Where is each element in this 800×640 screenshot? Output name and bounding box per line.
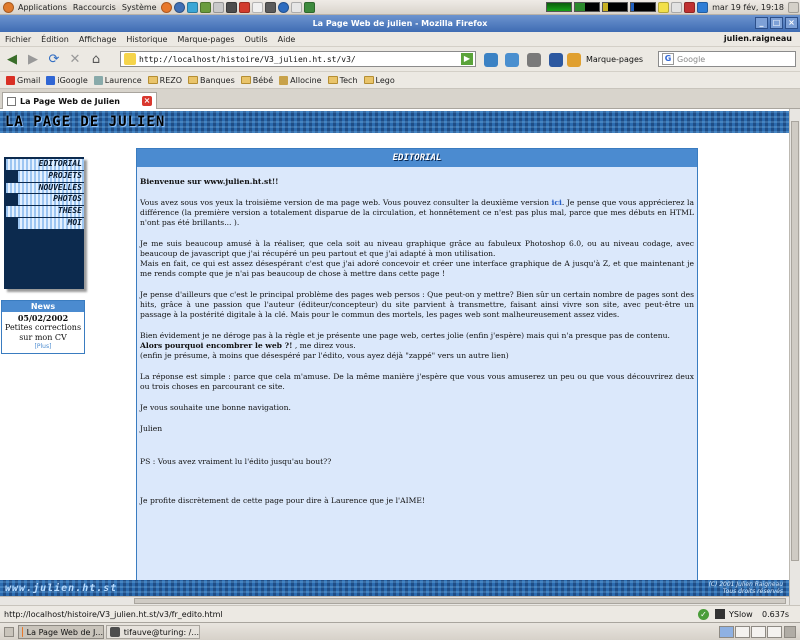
vscroll-thumb[interactable] <box>791 121 799 561</box>
volume-applet-icon[interactable] <box>697 2 708 13</box>
tab-title: La Page Web de Julien <box>20 96 120 106</box>
yslow-widget[interactable]: YSlow <box>715 609 753 619</box>
postscript: PS : Vous avez vraiment lu l'édito jusqu'au bout?? <box>140 457 332 466</box>
url-text[interactable]: http://localhost/histoire/V3_julien.ht.st/v3/ <box>139 54 356 64</box>
footer-copyright: (C) 2001 Julien Raigneau Tous droits réservés <box>708 581 783 595</box>
nav-nouvelles[interactable]: NOUVELLES <box>6 183 84 195</box>
toolbar-addon-icon[interactable] <box>484 53 498 67</box>
memory-monitor <box>574 2 600 12</box>
workspace-switcher[interactable] <box>718 626 782 638</box>
logout-icon[interactable] <box>788 2 799 13</box>
bookmark-tech[interactable]: Tech <box>328 76 358 85</box>
site-banner <box>0 111 789 133</box>
page-icon <box>94 76 103 85</box>
paragraph-5: La réponse est simple : parce que cela m'amuse. De la même manière j'espère que vous vous amuserez un peu ou que vous découvrirez deux ou trois choses en parcourant ce site. <box>140 372 694 391</box>
google-engine-icon[interactable]: G <box>662 53 674 65</box>
paragraph-2: Je me suis beaucoup amusé à la réaliser, que cela soit au niveau graphique grâce au fabuleux Photoshop 6.0, ou au niveau codage, avec beaucoup de javascript que j'ai récupéré un peu partout et que j'ai adapté à mon utilisation. Mais en fait, ce qui est assez désespérant c'est que j'ai adoré concevoir et créer une interface graphique de A jusqu'à Z, et que maintenant je me rends compte que je n'ai pas beaucoup de chose à mettre dans cette page ! <box>140 239 694 278</box>
acrobat-launcher-icon[interactable] <box>239 2 250 13</box>
terminal-launcher-icon[interactable] <box>226 2 237 13</box>
news-text: Petites corrections sur mon CV <box>4 323 82 342</box>
thunderbird-launcher-icon[interactable] <box>174 2 185 13</box>
search-placeholder[interactable]: Google <box>677 54 706 64</box>
igoogle-icon <box>46 76 55 85</box>
editor-launcher-icon[interactable] <box>252 2 263 13</box>
menu-marque-pages[interactable]: Marque-pages <box>177 34 235 44</box>
minimize-button[interactable]: _ <box>755 17 768 29</box>
network-launcher-icon[interactable] <box>213 2 224 13</box>
go-arrow-icon[interactable]: ▶ <box>461 53 473 65</box>
editorial-panel <box>136 148 698 595</box>
editorial-heading: EDITORIAL <box>137 149 697 167</box>
panel-clock[interactable]: mar 19 fév, 19:18 <box>712 2 784 12</box>
network-monitor <box>602 2 628 12</box>
stop-icon[interactable]: ✕ <box>69 51 81 67</box>
toolbar-bookmark-icon[interactable] <box>567 53 581 67</box>
bookmarks-bar <box>0 72 800 89</box>
horizontal-scrollbar[interactable] <box>0 596 789 605</box>
menu-fichier[interactable]: Fichier <box>5 34 32 44</box>
app-launcher-icon[interactable] <box>200 2 211 13</box>
home-icon[interactable]: ⌂ <box>91 51 101 67</box>
trash-icon[interactable] <box>784 626 796 638</box>
folder-icon <box>364 76 374 84</box>
menu-aide[interactable]: Aide <box>277 34 296 44</box>
folder-icon <box>188 76 198 84</box>
menu-historique[interactable]: Historique <box>126 34 168 44</box>
nav-moi[interactable]: MOI <box>18 218 84 230</box>
vertical-scrollbar[interactable] <box>789 109 800 605</box>
bookmark-laurence[interactable]: Laurence <box>94 76 142 85</box>
navigation-toolbar <box>0 47 800 72</box>
search-box[interactable] <box>658 51 796 67</box>
image-launcher-icon[interactable] <box>291 2 302 13</box>
menu-raccourcis[interactable]: Raccourcis <box>72 2 116 12</box>
nav-photos[interactable]: PHOTOS <box>18 194 84 206</box>
terminal-icon <box>110 627 120 637</box>
page-viewport <box>0 109 789 605</box>
bookmark-bebe[interactable]: Bébé <box>241 76 273 85</box>
maximize-button[interactable]: □ <box>770 17 783 29</box>
window-title: La Page Web de julien - Mozilla Firefox <box>312 19 488 28</box>
bookmark-gmail[interactable]: Gmail <box>6 76 40 85</box>
version2-link[interactable]: ici <box>551 198 562 207</box>
site-nav-menu <box>4 157 84 289</box>
tab-julien[interactable] <box>2 92 157 109</box>
paragraph-1: Vous avez sous vos yeux la troisième version de ma page web. Vous pouvez consulter la deuxième version ici. Je pense que vous apprécierez la différence (la première version a totalement disparue de la circulation, et honnêtement ce n'est pas plus mal, parce que mes débuts en HTML n'ont pas été brillants... ). <box>140 198 694 227</box>
paragraph-6: Je vous souhaite une bonne navigation. <box>140 403 291 412</box>
workspace-3[interactable] <box>751 626 766 638</box>
news-box <box>1 300 85 354</box>
mail-applet-icon[interactable] <box>671 2 682 13</box>
tab-bar <box>0 89 800 109</box>
paragraph-4: Bien évidement je ne déroge pas à la règle et je présente une page web, certes jolie (enfin j'espère) mais qui n'a presque pas de contenu. Alors pourquoi encombrer le web ?! , me direz vous. (enfin je présume, à moins que désespéré par l'édito, vous ayez déjà "zappé" vers un autre lien) <box>140 331 670 360</box>
status-bar <box>0 605 800 622</box>
ubuntu-logo-icon[interactable] <box>3 2 14 13</box>
allocine-icon <box>279 76 288 85</box>
update-applet-icon[interactable] <box>684 2 695 13</box>
nav-editorial[interactable]: EDITORIAL <box>6 159 84 171</box>
menu-bar <box>0 32 800 47</box>
site-icon <box>124 53 136 65</box>
load-time: 0.637s <box>762 610 790 619</box>
nav-projets[interactable]: PROJETS <box>18 171 84 183</box>
task-terminal[interactable]: tifauve@turing: /... <box>106 625 200 639</box>
gnome-top-panel <box>0 0 800 15</box>
show-desktop-icon[interactable] <box>4 627 14 637</box>
close-tab-icon[interactable]: × <box>143 96 151 105</box>
window-title-bar[interactable] <box>0 15 800 32</box>
web-launcher-icon[interactable] <box>278 2 289 13</box>
workspace-2[interactable] <box>735 626 750 638</box>
status-url: http://localhost/histoire/V3_julien.ht.st/v3/fr_edito.html <box>4 610 223 619</box>
nav-these[interactable]: THESE <box>6 206 84 218</box>
page-favicon-icon <box>7 97 16 106</box>
disk-monitor <box>630 2 656 12</box>
closing-line: Je profite discrètement de cette page pour dire à Laurence que je l'AIME! <box>140 496 425 505</box>
folder-icon <box>148 76 158 84</box>
footer-logo: www.julien.ht.st <box>5 583 118 594</box>
folder-icon <box>328 76 338 84</box>
url-bar[interactable] <box>120 51 476 67</box>
folder-icon <box>241 76 251 84</box>
menu-systeme[interactable]: Système <box>121 2 157 12</box>
hscroll-thumb[interactable] <box>134 598 786 604</box>
bottom-taskbar <box>0 622 800 640</box>
workspace-1[interactable] <box>719 626 734 638</box>
firefox-icon <box>22 627 23 637</box>
bookmark-allocine[interactable]: Allocine <box>279 76 321 85</box>
calc-launcher-icon[interactable] <box>304 2 315 13</box>
bookmarks-toolbar-menu[interactable]: Marque-pages <box>586 55 644 64</box>
back-arrow-icon[interactable]: ◀ <box>7 51 17 67</box>
forward-arrow-icon[interactable]: ▶ <box>28 51 38 67</box>
site-logo: LA PAGE DE JULIEN <box>5 114 166 130</box>
task-firefox[interactable]: La Page Web de J... <box>18 625 104 639</box>
status-ok-icon[interactable]: ✓ <box>698 609 709 620</box>
menu-outils[interactable]: Outils <box>244 34 268 44</box>
cpu-monitor <box>546 2 572 12</box>
video-launcher-icon[interactable] <box>265 2 276 13</box>
bookmark-lego[interactable]: Lego <box>364 76 395 85</box>
toolbar-firebug-icon[interactable] <box>549 53 563 67</box>
menu-affichage[interactable]: Affichage <box>78 34 117 44</box>
menu-edition[interactable]: Édition <box>41 34 69 44</box>
news-header: News <box>2 301 84 312</box>
news-date: 05/02/2002 <box>17 313 69 323</box>
editorial-body <box>137 167 697 506</box>
bookmark-banques[interactable]: Banques <box>188 76 235 85</box>
workspace-4[interactable] <box>767 626 782 638</box>
messenger-launcher-icon[interactable] <box>187 2 198 13</box>
user-name: julien.raigneau <box>723 34 792 43</box>
paragraph-3: Je pense d'ailleurs que c'est le principal problème des pages web persos : Que peut-on y mettre? Bien sûr un certain nombre de pages sont des hits, grâce à une passion que l'auteur (éditeur/concepteur) du site parvient à transmettre, faisant ainsi vivre son site, avec peut-être un passage à la postérité digitale à la clé. Mais pour le commun des mortels, les pages web sont malheureusement assez vides. <box>140 290 694 319</box>
reload-icon[interactable]: ⟳ <box>48 51 60 67</box>
bookmark-rezo[interactable]: REZO <box>148 76 182 85</box>
close-window-button[interactable]: × <box>785 17 798 29</box>
welcome-line: Bienvenue sur www.julien.ht.st!! <box>140 177 279 186</box>
gmail-icon <box>6 76 15 85</box>
menu-applications[interactable]: Applications <box>18 2 67 12</box>
news-more-link[interactable]: [Plus] <box>34 343 52 350</box>
bookmark-igoogle[interactable]: iGoogle <box>46 76 87 85</box>
notes-applet-icon[interactable] <box>658 2 669 13</box>
toolbar-zotero-icon[interactable] <box>505 53 519 67</box>
firefox-launcher-icon[interactable] <box>161 2 172 13</box>
toolbar-tool-icon[interactable] <box>527 53 541 67</box>
yslow-icon <box>715 609 725 619</box>
signature: Julien <box>140 424 163 433</box>
